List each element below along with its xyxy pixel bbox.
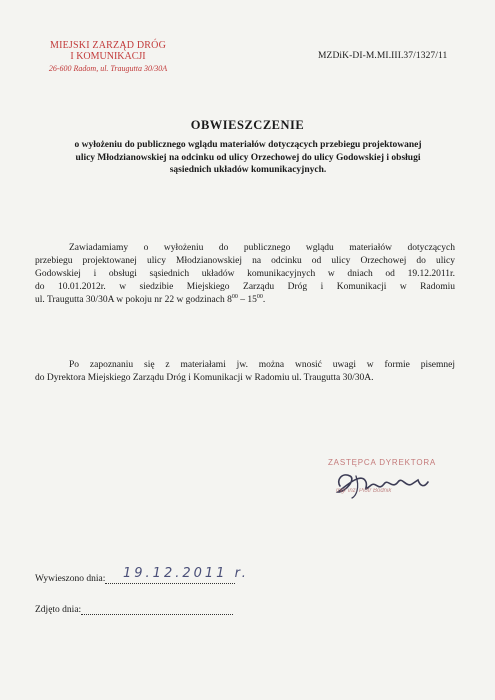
- paragraph-line: Godowskiej i obsługi sąsiednich układów komunikacyjnych w dniach od 19.12.2011r.: [35, 269, 455, 279]
- announcement-paragraph: [35, 242, 455, 307]
- paragraph-line: do Dyrektora Miejskiego Zarządu Dróg i Komunikacji w Radomiu ul. Traugutta 30/30A.: [35, 373, 374, 383]
- notice-subtitle: [44, 139, 452, 177]
- paragraph-line-hours: [35, 294, 455, 307]
- posted-date-value: 19.12.2011 r.: [123, 566, 249, 581]
- subtitle-line: ulicy Młodzianowskiej na odcinku od ulicy Orzechowej do ulicy Godowskiej i obsługi: [75, 152, 421, 163]
- removed-date-field: [35, 604, 233, 615]
- dotted-line: [81, 604, 233, 615]
- paragraph-line: przebiegu projektowanej ulicy Młodzianowskiej na odcinku od ulicy Orzechowej do ulicy: [35, 256, 455, 266]
- reference-number: MZDiK-DI-M.MI.III.37/1327/11: [318, 51, 448, 61]
- paragraph-line: Po zapoznaniu się z materiałami jw. można wnosić uwagi w formie pisemnej: [69, 360, 455, 370]
- paragraph-line: Zawiadamiamy o wyłożeniu do publicznego wglądu materiałów dotyczących: [69, 243, 455, 253]
- removed-date-label: Zdjęto dnia:: [35, 605, 82, 615]
- paragraph-line: do 10.01.2012r. w siedzibie Miejskiego Zarządu Dróg i Komunikacji w Radomiu: [35, 282, 455, 292]
- notice-title: OBWIESZCZENIE: [190, 118, 305, 132]
- signatory-name: mgr inż. Piotr Bodnik: [336, 488, 392, 494]
- hours-dash: – 15: [237, 295, 257, 305]
- hours-end: .: [262, 295, 266, 305]
- hours-prefix: ul. Traugutta 30/30A w pokoju nr 22 w godzinach 8: [35, 295, 232, 305]
- remarks-paragraph: [35, 359, 455, 385]
- signatory-role: ZASTĘPCA DYREKTORA: [328, 458, 437, 467]
- subtitle-line: sąsiednich układów komunikacyjnych.: [169, 165, 327, 175]
- subtitle-line: o wyłożeniu do publicznego wglądu materiałów dotyczących przebiegu projektowanej: [74, 140, 422, 150]
- org-address: 26-600 Radom, ul. Traugutta 30/30A: [48, 64, 168, 73]
- hour-to-minutes: 00: [256, 294, 263, 300]
- organization-stamp: [28, 40, 188, 76]
- handwritten-signature: [322, 462, 452, 502]
- posted-date-label: Wywieszono dnia:: [35, 574, 106, 584]
- org-name-line2: I KOMUNIKACJI: [70, 51, 146, 62]
- hour-from-minutes: 00: [231, 294, 238, 300]
- signature-stamp: [322, 456, 452, 506]
- org-name-line1: MIEJSKI ZARZĄD DRÓG: [49, 40, 167, 51]
